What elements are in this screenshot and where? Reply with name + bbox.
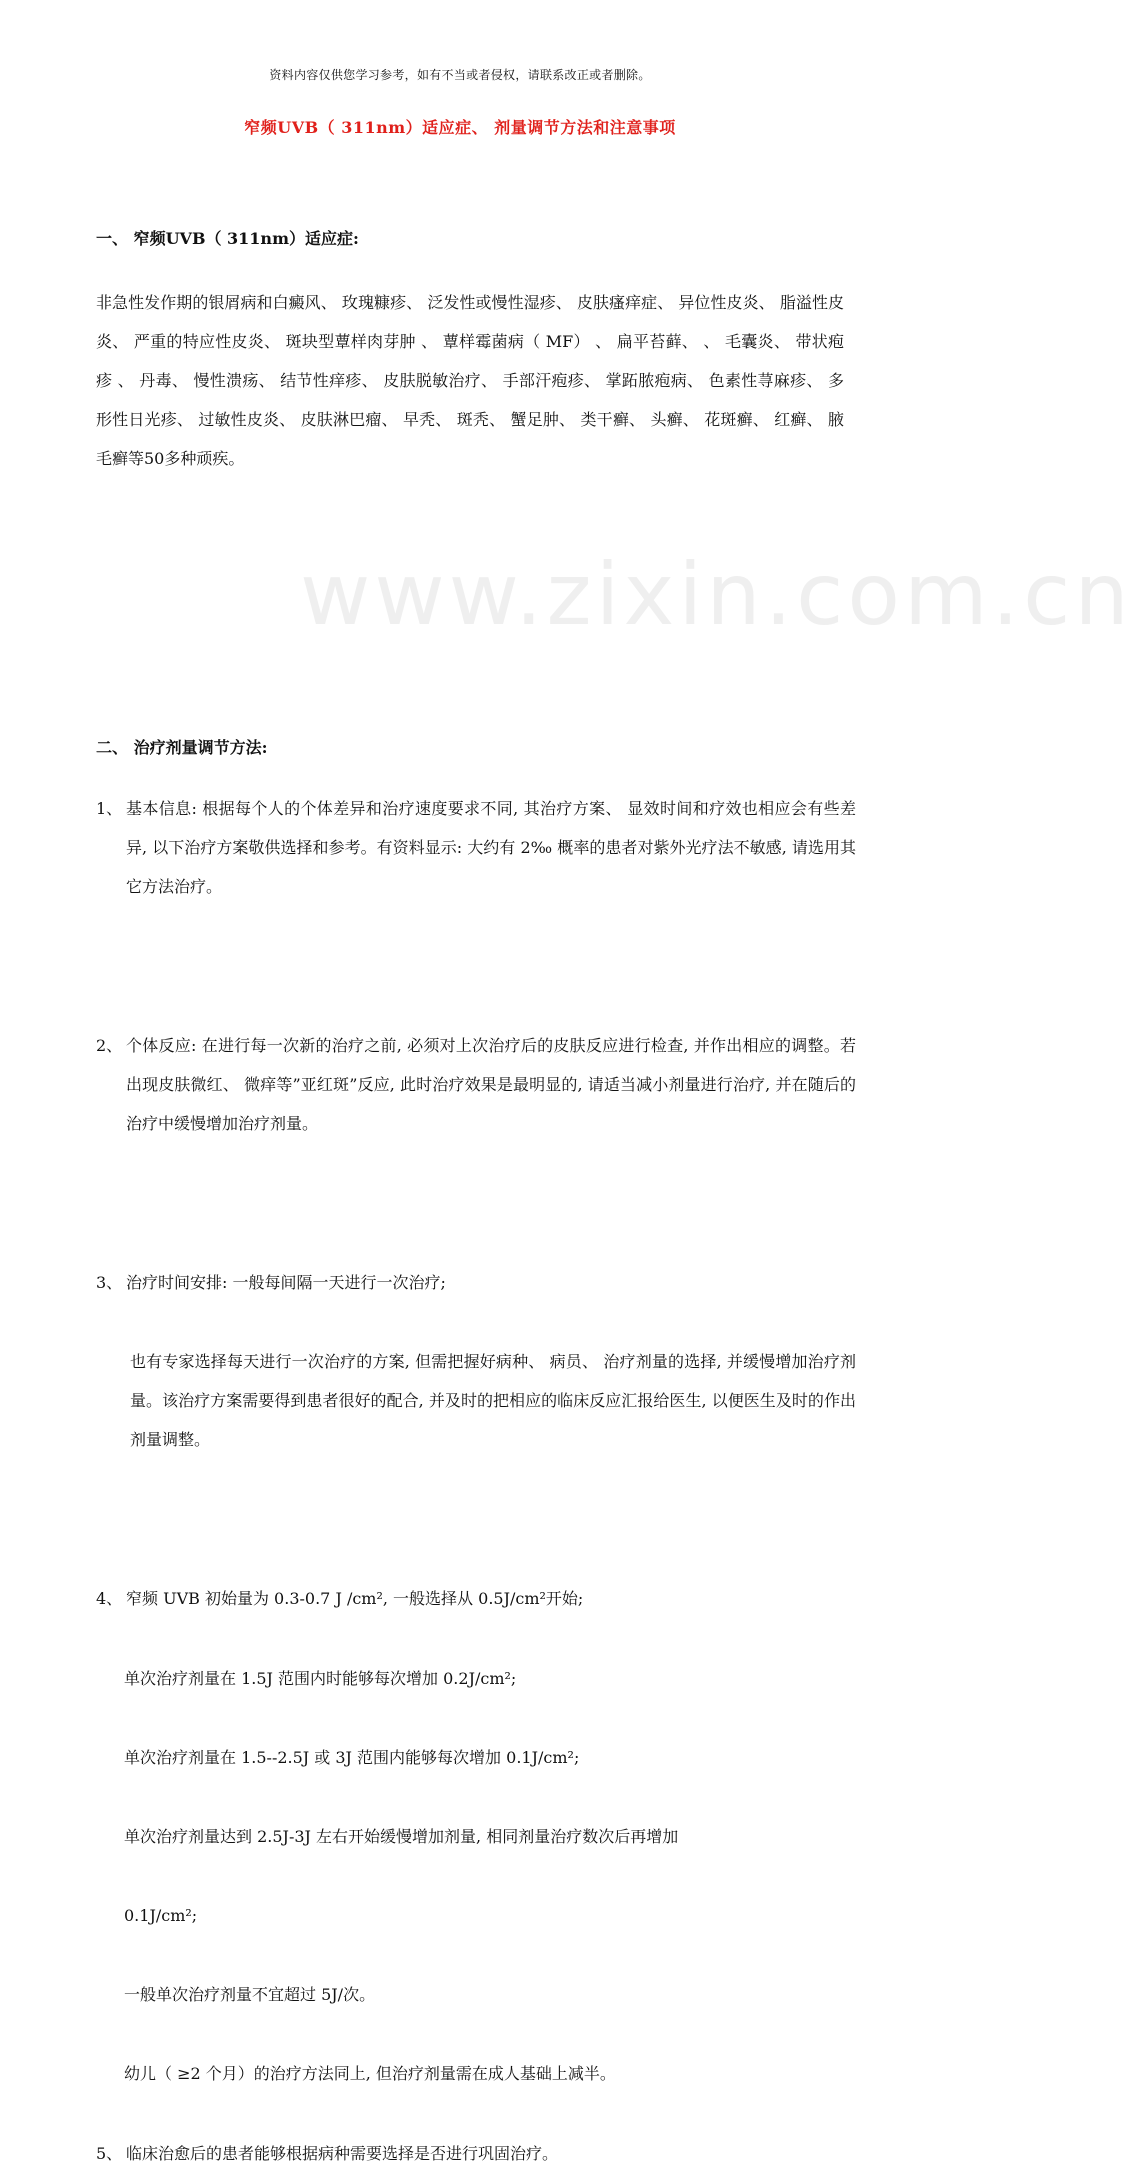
list-item-text: 个体反应: 在进行每一次新的治疗之前, 必须对上次治疗后的皮肤反应进行检查, 并作出相应的调整。若出现皮肤微红、 微痒等”亚红斑”反应, 此时治疗效果是最明显的, 请适当减小剂量进行治疗, 并在随后的治疗中缓慢增加治疗剂量。 xyxy=(126,1036,856,1133)
list-item-text: 窄频 UVB 初始量为 0.3-0.7 J /cm², 一般选择从 0.5J/cm²开始; xyxy=(126,1589,584,1608)
list-item-number: 3、 xyxy=(96,1273,123,1292)
list-item-number: 4、 xyxy=(96,1589,123,1608)
dose-line: 幼儿（ ≥2 个月）的治疗方法同上, 但治疗剂量需在成人基础上减半。 xyxy=(124,2064,616,2083)
list-item-number: 1、 xyxy=(96,799,123,818)
section1-paragraph: 非急性发作期的银屑病和白癜风、 玫瑰糠疹、 泛发性或慢性湿疹、 皮肤瘙痒症、 异位性皮炎、 脂溢性皮炎、 严重的特应性皮炎、 斑块型蕈样肉芽肿 、 蕈样霉菌病（ MF） 、 扁平苔藓、 、 毛囊炎、 带状疱疹 、 丹毒、 慢性溃疡、 结节性痒疹、 皮肤脱敏治疗、 手部汗疱疹、 掌跖脓疱病、 色素性荨麻疹、 多形性日光疹、 过敏性皮炎、 皮肤淋巴瘤、 早秃、 斑秃、 蟹足肿、 类干癣、 头癣、 花斑癣、 红癣、 腋毛癣等50多种顽疾。 xyxy=(96,293,844,468)
list-item-4 xyxy=(96,1579,856,1618)
section2-heading: 二、 治疗剂量调节方法: xyxy=(96,738,268,757)
dose-line: 单次治疗剂量达到 2.5J-3J 左右开始缓慢增加剂量, 相同剂量治疗数次后再增加 xyxy=(124,1827,679,1846)
disclaimer-note: 资料内容仅供您学习参考，如有不当或者侵权，请联系改正或者删除。 xyxy=(269,68,651,82)
list-item-3 xyxy=(96,1263,856,1302)
list-item-text: 也有专家选择每天进行一次治疗的方案, 但需把握好病种、 病员、 治疗剂量的选择, 并缓慢增加治疗剂量。该治疗方案需要得到患者很好的配合, 并及时的把相应的临床反应汇报给医生, 以便医生及时的作出剂量调整。 xyxy=(130,1352,856,1449)
list-item-text: 临床治愈后的患者能够根据病种需要选择是否进行巩固治疗。 xyxy=(126,2144,559,2163)
dose-line: 单次治疗剂量在 1.5J 范围内时能够每次增加 0.2J/cm²; xyxy=(124,1669,517,1688)
list-item-3-continued xyxy=(96,1342,856,1459)
list-item-text: 基本信息: 根据每个人的个体差异和治疗速度要求不同, 其治疗方案、 显效时间和疗效也相应会有些差异, 以下治疗方案敬供选择和参考。有资料显示: 大约有 2‰ 概率的患者对紫外光疗法不敏感, 请选用其它方法治疗。 xyxy=(126,799,856,896)
list-item-2 xyxy=(96,1026,856,1143)
list-item-text: 治疗时间安排: 一般每间隔一天进行一次治疗; xyxy=(126,1273,446,1292)
watermark: www.zixin.com.cn xyxy=(300,545,1133,645)
list-item-number: 2、 xyxy=(96,1036,123,1055)
dose-line: 0.1J/cm²; xyxy=(124,1906,198,1925)
list-item-number: 5、 xyxy=(96,2144,123,2163)
list-item-5 xyxy=(96,2134,856,2173)
dose-line: 单次治疗剂量在 1.5--2.5J 或 3J 范围内能够每次增加 0.1J/cm²; xyxy=(124,1748,580,1767)
document-title: 窄频UVB（ 311nm）适应症、 剂量调节方法和注意事项 xyxy=(244,118,676,137)
list-item-1 xyxy=(96,789,856,906)
dose-line: 一般单次治疗剂量不宜超过 5J/次。 xyxy=(124,1985,376,2004)
section1-heading: 一、 窄频UVB（ 311nm）适应症: xyxy=(96,229,359,248)
